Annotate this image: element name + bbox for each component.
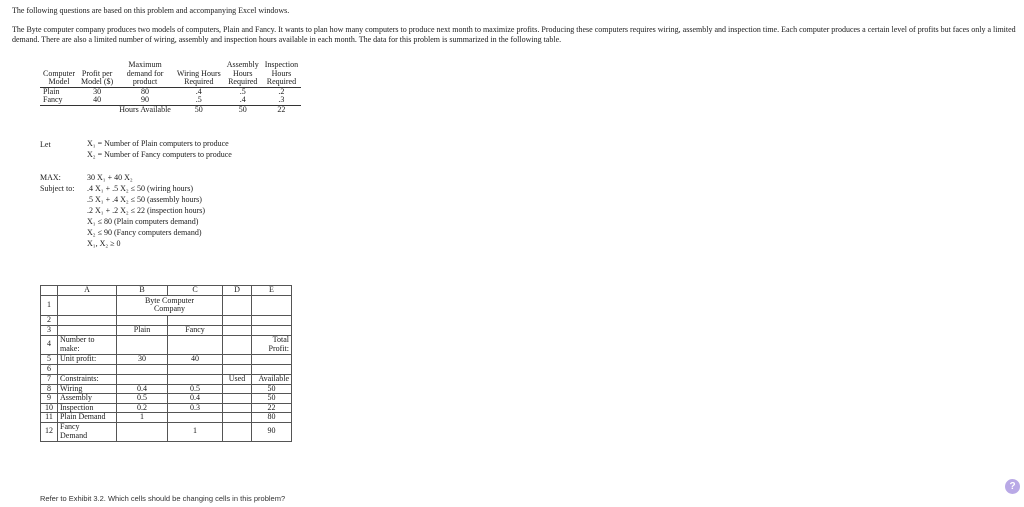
sheet-row: 5 Unit profit: 30 40: [41, 354, 292, 364]
constraint-line: X₁ ≤ 80 (Plain computers demand): [87, 217, 199, 226]
header-computer-model: Computer Model: [40, 61, 78, 87]
question-text: Refer to Exhibit 3.2. Which cells should be changing cells in this problem?: [40, 494, 286, 503]
max-label: MAX:: [40, 173, 61, 182]
header-wiring: Wiring Hours Required: [174, 61, 224, 87]
constraint-line: X₂ ≤ 90 (Fancy computers demand): [87, 228, 202, 237]
number-to-make-label: Number to make:: [58, 335, 117, 354]
subject-to-label: Subject to:: [40, 184, 75, 193]
sheet-row: 8 Wiring 0.4 0.5 50: [41, 384, 292, 394]
intro-text: The following questions are based on this problem and accompanying Excel windows.: [12, 6, 290, 15]
excel-spreadsheet: [40, 285, 292, 442]
sheet-row: 3 Plain Fancy: [41, 325, 292, 335]
total-profit-label: Total Profit:: [252, 335, 292, 354]
sheet-row: 6: [41, 364, 292, 374]
sheet-title: Byte Computer Company: [117, 295, 223, 315]
header-inspection: Inspection Hours Required: [262, 61, 301, 87]
constraint-line: X₁, X₂ ≥ 0: [87, 239, 121, 248]
constraint-line: .5 X₁ + .4 X₂ ≤ 50 (assembly hours): [87, 195, 202, 204]
help-icon[interactable]: ?: [1005, 479, 1020, 494]
variable-x2-definition: X₂ = Number of Fancy computers to produce: [87, 150, 232, 159]
table-row: Plain 30 80 .4 .5 .2: [43, 86, 285, 96]
sheet-row: 4 Number to make: Total Profit:: [41, 335, 292, 354]
problem-data-table: [40, 61, 301, 114]
sheet-row: 9 Assembly 0.5 0.4 50: [41, 394, 292, 404]
header-assembly: Assembly Hours Required: [224, 61, 262, 87]
sheet-row: 10 Inspection 0.2 0.3 22: [41, 403, 292, 413]
sheet-row: 2: [41, 315, 292, 325]
sheet-row: 7 Constraints: Used Available: [41, 374, 292, 384]
header-demand: Maximum demand for product: [116, 61, 174, 87]
sheet-row: 12 Fancy Demand 1 90: [41, 422, 292, 441]
problem-description: The Byte computer company produces two models of computers, Plain and Fancy. It wants to plan how many computers to produce next month to maximize profits. Producing these computers requires wiring, assembly and inspection time. Each computer produces a certain level of profits but faces only a limited demand. There are also a limited number of wiring, assembly and inspection hours available in each month. The data for this problem is summarized in the following table.: [12, 25, 1016, 44]
sheet-row: 1 Byte Computer Company: [41, 295, 292, 315]
cell-C4[interactable]: [168, 335, 223, 354]
constraint-line: .4 X₁ + .5 X₂ ≤ 50 (wiring hours): [87, 184, 194, 193]
header-profit: Profit per Model ($): [78, 61, 116, 87]
table-row: Fancy 40 90 .5 .4 .3: [40, 96, 301, 105]
let-label: Let: [40, 140, 51, 149]
sheet-row: 11 Plain Demand 1 80: [41, 413, 292, 423]
column-header-row: A B C D E: [41, 286, 292, 296]
variable-x1-definition: X₁ = Number of Plain computers to produce: [87, 139, 229, 148]
hours-available-row: Hours Available 50 50 22: [119, 104, 286, 114]
constraint-line: .2 X₁ + .2 X₂ ≤ 22 (inspection hours): [87, 206, 206, 215]
objective-function: 30 X₁ + 40 X₂: [87, 173, 133, 182]
cell-B4[interactable]: [117, 335, 168, 354]
